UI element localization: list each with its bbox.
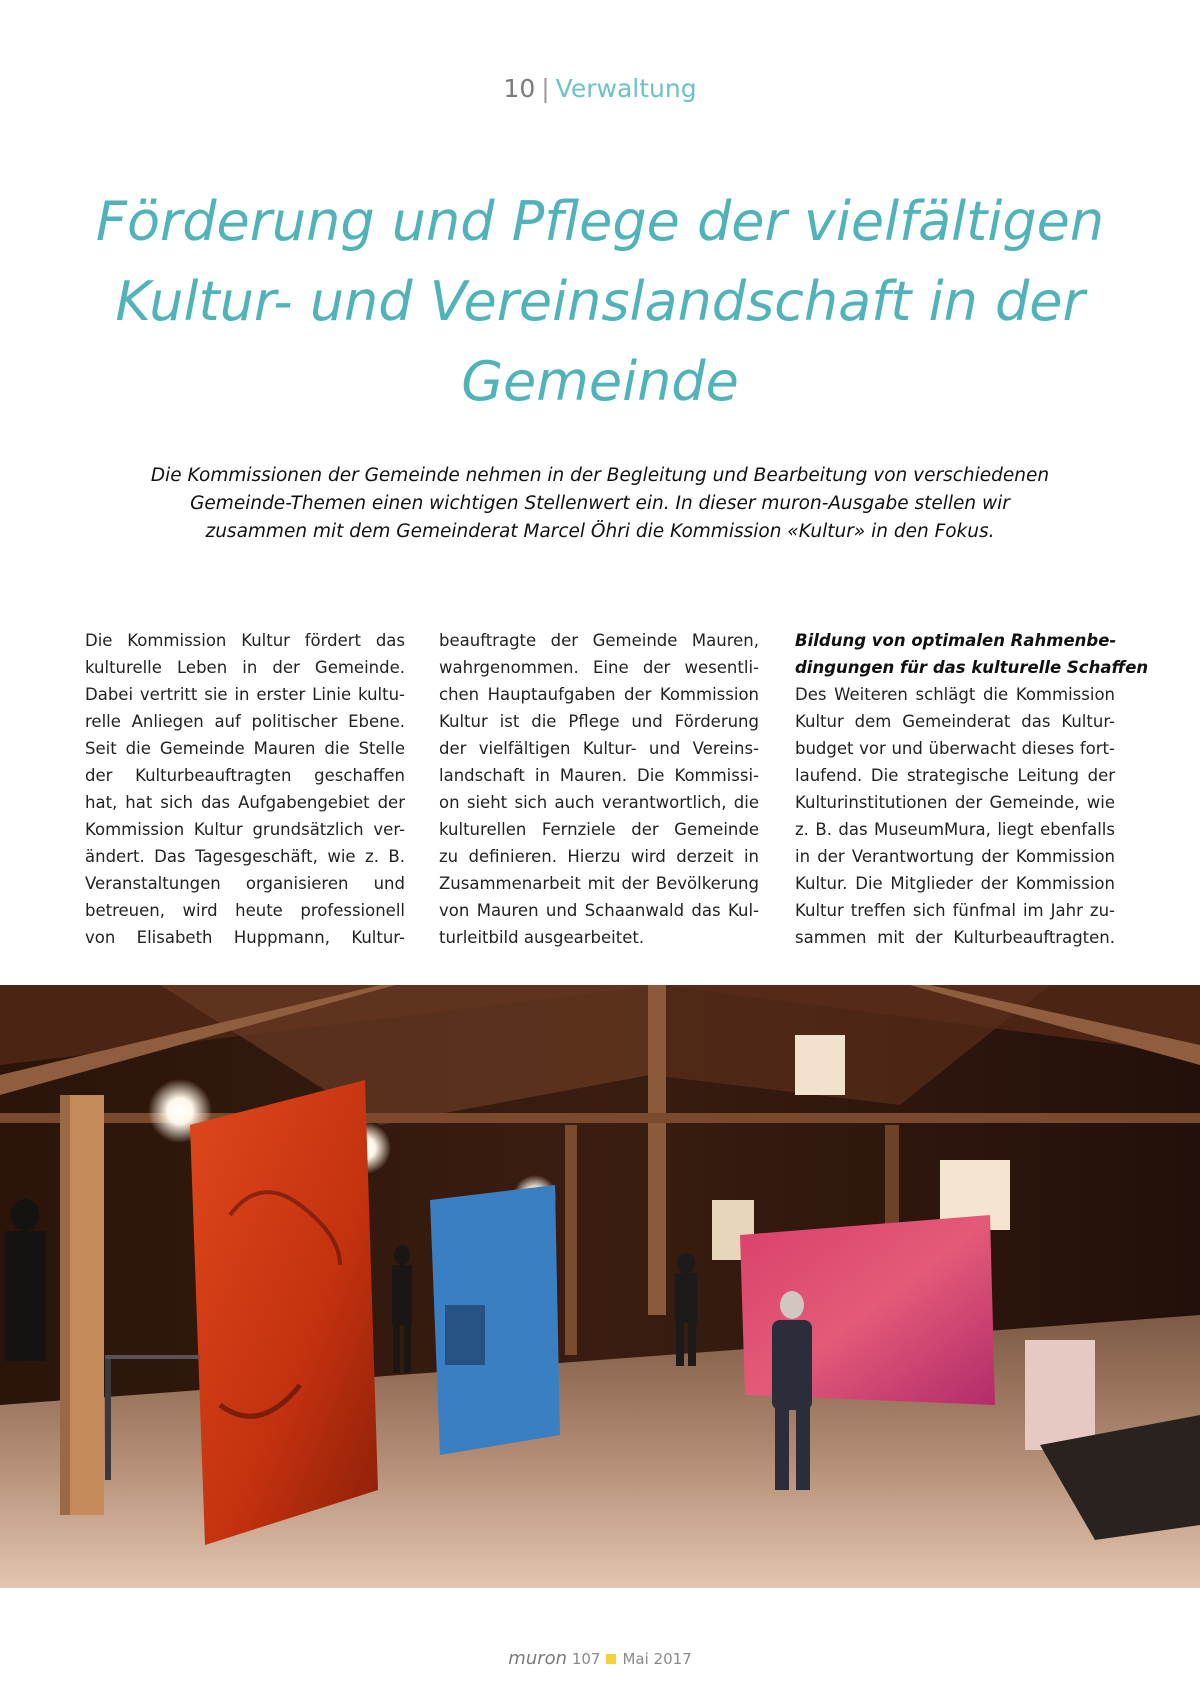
- body-line: z. B. das MuseumMura, liegt ebenfalls: [795, 820, 1115, 839]
- square-bullet-icon: [606, 1654, 616, 1664]
- body-line: hat, hat sich das Aufgabengebiet der: [85, 793, 405, 812]
- body-column-3: [795, 627, 1149, 951]
- subheading: Bildung von optimalen Rahmenbe-: [795, 631, 1117, 650]
- title-line: Gemeinde: [461, 350, 739, 413]
- section-label: Verwaltung: [555, 74, 697, 103]
- body-line: wahrgenommen. Eine der wesentli-: [439, 658, 759, 677]
- page-number: 10: [503, 74, 536, 103]
- body-line: Veranstaltungen organisieren und: [85, 874, 405, 893]
- lead-line: zusammen mit dem Gemeinderat Marcel Öhri die Kommission «Kultur» in den Fokus.: [205, 521, 995, 542]
- body-line: betreuen, wird heute professionell: [85, 901, 405, 920]
- body-line: kulturelle Leben in der Gemeinde.: [85, 658, 405, 677]
- body-line: Die Kommission Kultur fördert das: [85, 631, 405, 650]
- body-line: zu definieren. Hierzu wird derzeit in: [439, 847, 759, 866]
- header-separator: |: [541, 74, 550, 103]
- body-line: Kommission Kultur grundsätzlich ver-: [85, 820, 405, 839]
- body-line: Seit die Gemeinde Mauren die Stelle: [85, 739, 405, 758]
- page-header: [0, 72, 1200, 106]
- body-line: Kulturinstitutionen der Gemeinde, wie: [795, 793, 1115, 812]
- body-line: Des Weiteren schlägt die Kommission: [795, 685, 1115, 704]
- body-line: kulturellen Fernziele der Gemeinde: [439, 820, 759, 839]
- body-line: von Elisabeth Huppmann, Kultur-: [85, 928, 405, 947]
- body-line: in der Verantwortung der Kommission: [795, 847, 1115, 866]
- body-line: Zusammenarbeit mit der Bevölkerung: [439, 874, 759, 893]
- body-line: beauftragte der Gemeinde Mauren,: [439, 631, 759, 650]
- body-line: landschaft in Mauren. Die Kommissi-: [439, 766, 759, 785]
- body-line: von Mauren und Schaanwald das Kul-: [439, 901, 759, 920]
- title-line: Kultur- und Vereinslandschaft in der: [115, 270, 1085, 333]
- body-column-1: [85, 627, 405, 951]
- body-line: on sieht sich auch verantwortlich, die: [439, 793, 759, 812]
- body-line: laufend. Die strategische Leitung der: [795, 766, 1115, 785]
- exhibition-photo: [0, 985, 1200, 1588]
- article-lead: [130, 462, 1070, 546]
- article-title: [60, 182, 1140, 422]
- page-footer: [0, 1648, 1200, 1669]
- lead-line: Gemeinde-Themen einen wichtigen Stellenwert ein. In dieser muron-Ausgabe stellen wir: [190, 493, 1010, 514]
- body-line: Dabei vertritt sie in erster Linie kultu-: [85, 685, 405, 704]
- barn-exhibition-illustration: [0, 985, 1200, 1588]
- body-line: turleitbild ausgearbeitet.: [439, 928, 645, 947]
- issue-number: 107: [571, 1650, 601, 1668]
- body-line: budget vor und überwacht dieses fort-: [795, 739, 1115, 758]
- body-line: Kultur. Die Mitglieder der Kommission: [795, 874, 1115, 893]
- body-line: der Kulturbeauftragten geschaffen: [85, 766, 405, 785]
- lead-line: Die Kommissionen der Gemeinde nehmen in der Begleitung und Bearbeitung von verschiedenen: [150, 465, 1050, 486]
- body-line: Kultur treffen sich fünfmal im Jahr zu-: [795, 901, 1115, 920]
- body-line: Kultur ist die Pflege und Förderung: [439, 712, 759, 731]
- body-line: der vielfältigen Kultur- und Vereins-: [439, 739, 759, 758]
- body-line: sammen mit der Kulturbeauftragten.: [795, 928, 1115, 947]
- magazine-brand: muron: [508, 1648, 568, 1669]
- title-line: Förderung und Pflege der vielfältigen: [95, 190, 1105, 253]
- body-line: ändert. Das Tagesgeschäft, wie z. B.: [85, 847, 405, 866]
- subheading: dingungen für das kulturelle Schaffen: [795, 658, 1149, 677]
- body-column-2: [439, 627, 759, 951]
- issue-date: Mai 2017: [622, 1650, 692, 1668]
- body-line: Kultur dem Gemeinderat das Kultur-: [795, 712, 1115, 731]
- body-line: chen Hauptaufgaben der Kommission: [439, 685, 759, 704]
- body-line: relle Anliegen auf politischer Ebene.: [85, 712, 405, 731]
